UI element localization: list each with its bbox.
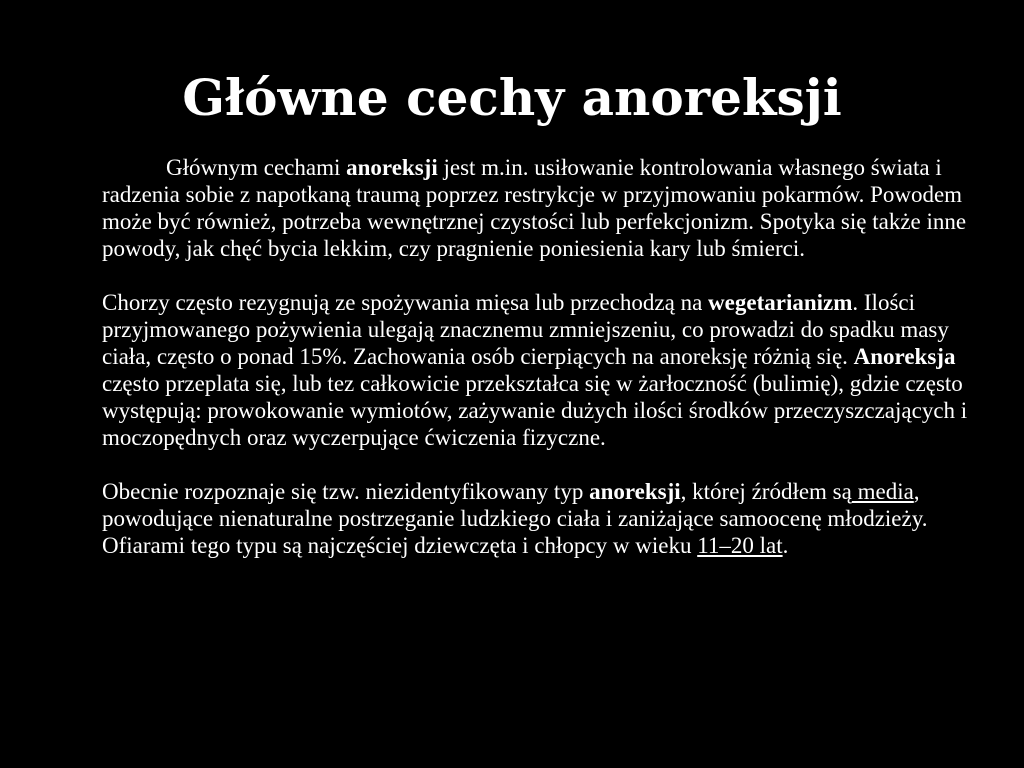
paragraph-text: , której źródłem są [680, 479, 852, 504]
paragraph-text: . Ilości przyjmowanego pożywienia ulegają znacznemu zmniejszeniu, co prowadzi do spadku masy ciała, często o ponad 15%. Zachowania osób cierpiących na anoreksję różnią się. [102, 290, 949, 369]
media-link[interactable]: media [851, 479, 914, 504]
paragraph-behaviors [102, 289, 970, 451]
paragraph-text: często przeplata się, lub tez całkowicie przekształca się w żarłoczność (bulimię), gdzie często występują: prowokowanie wymiotów, zażywanie dużych ilości środków przeczyszczających i moczopędnych oraz wyczerpujące ćwiczenia fizyczne. [102, 371, 968, 450]
bold-term-anoreksja: Anoreksja [853, 344, 956, 369]
paragraph-text: Obecnie rozpoznaje się tzw. niezidentyfikowany typ [102, 479, 590, 504]
paragraph-media-type [102, 478, 970, 559]
bold-term-anoreksji: anoreksji [589, 479, 681, 504]
slide-body [102, 154, 970, 559]
paragraph-text: , powodujące nienaturalne postrzeganie ludzkiego ciała i zaniżające samoocenę młodzieży. Ofiarami tego typu są najczęściej dziewczęta i chłopcy w wieku [102, 479, 928, 558]
paragraph-text: jest m.in. usiłowanie kontrolowania własnego świata i radzenia sobie z napotkaną traumą poprzez restrykcje w przyjmowaniu pokarmów. Powodem może być również, potrzeba wewnętrznej czystości lub perfekcjonizm. Spotyka się także inne powody, jak chęć bycia lekkim, czy pragnienie poniesienia kary lub śmierci. [102, 155, 967, 261]
paragraph-causes [102, 154, 970, 262]
bold-term-wegetarianizm: wegetarianizm [708, 290, 853, 315]
bold-term-anoreksji: anoreksji [346, 155, 438, 180]
slide-title: Główne cechy anoreksji [182, 68, 842, 127]
age-range-link[interactable]: 11–20 lat [697, 533, 783, 558]
paragraph-text: Głównym cechami [166, 155, 347, 180]
paragraph-text: Chorzy często rezygnują ze spożywania mięsa lub przechodzą na [102, 290, 709, 315]
paragraph-text: . [782, 533, 789, 558]
